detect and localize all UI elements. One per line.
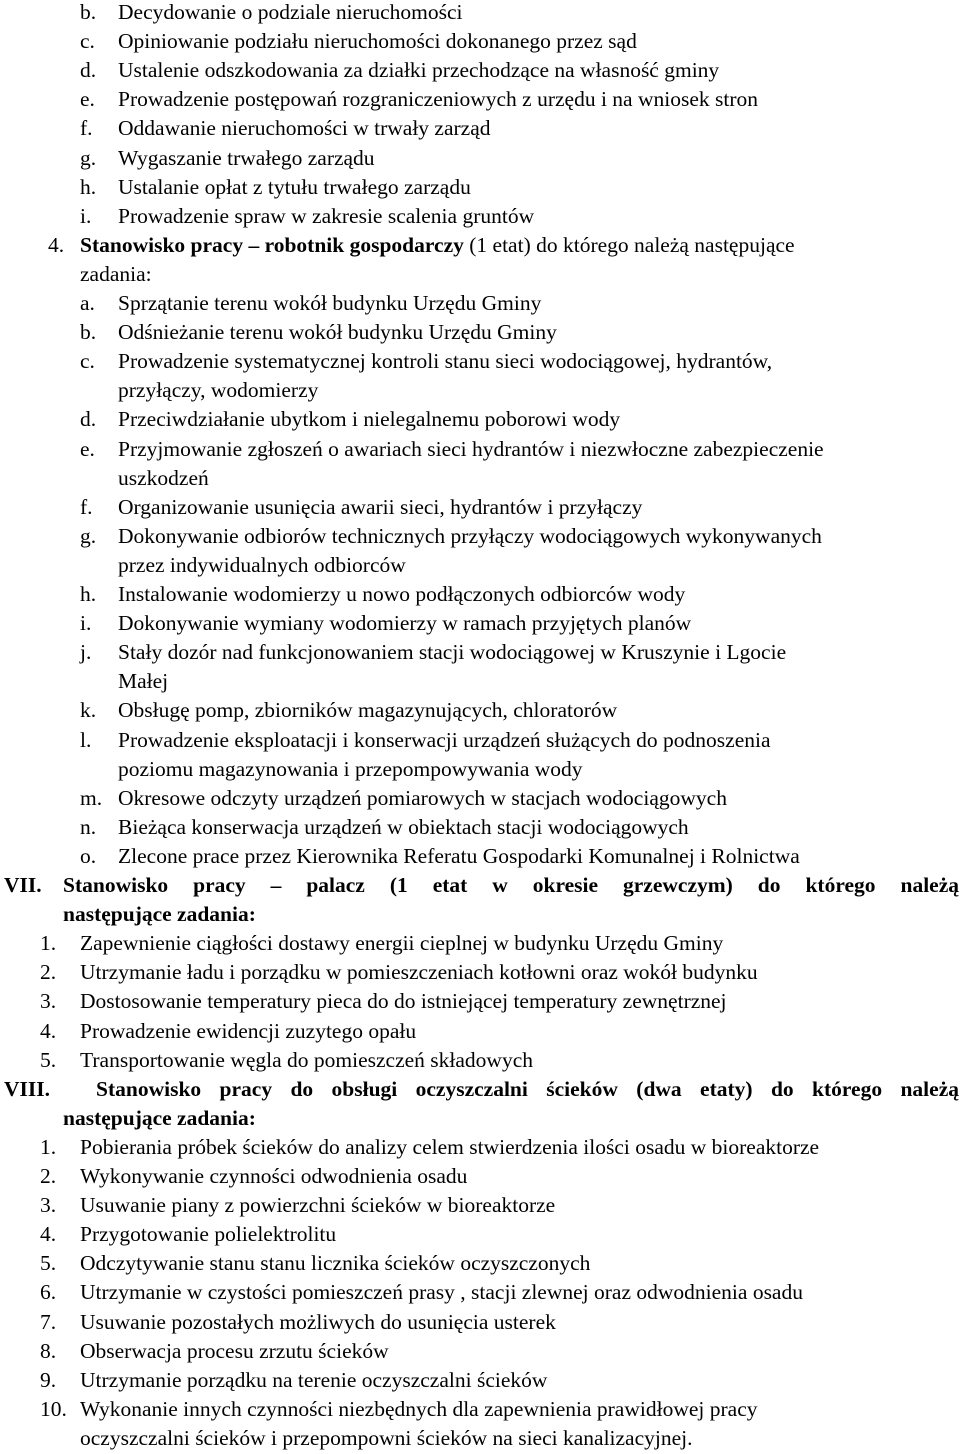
list-marker: e. [80,437,95,461]
list-item-text: Ustalenie odszkodowania za działki przechodzące na własność gminy [118,58,720,82]
position-4-heading [48,231,950,260]
list-marker: 4. [48,233,65,257]
list-marker: i. [80,204,92,228]
list-item-text: Organizowanie usunięcia awarii sieci, hydrantów i przyłączy [118,495,643,519]
list-marker: f. [80,116,93,140]
list-item [80,56,950,85]
list-item-continuation: przez indywidualnych odbiorców [118,553,406,577]
list-marker: g. [80,146,97,170]
list-item-text: Zlecone prace przez Kierownika Referatu Gospodarki Komunalnej i Rolnictwa [118,844,800,868]
list-item [80,202,950,231]
list-item-continuation: oczyszczalni ścieków i przepompowni ścieków na sieci kanalizacyjnej. [80,1426,693,1450]
list-item [80,114,950,143]
list-marker: h. [80,582,97,606]
list-item [40,1162,950,1191]
list-marker: c. [80,29,95,53]
list-item-continuation: uszkodzeń [118,466,209,490]
list-item-text: Transportowanie węgla do pomieszczeń składowych [80,1048,533,1072]
list-item [80,493,950,522]
list-marker: m. [80,786,103,810]
list-item [40,1133,950,1162]
list-item [80,173,950,202]
list-marker: 5. [40,1048,57,1072]
list-item-text: Prowadzenie eksploatacji i konserwacji urządzeń służących do podnoszenia [118,728,771,752]
list-item-text: Prowadzenie spraw w zakresie scalenia gruntów [118,204,535,228]
list-item [80,347,950,376]
list-marker: g. [80,524,97,548]
list-item-text: Przeciwdziałanie ubytkom i nielegalnemu poborowi wody [118,407,621,431]
list-item [80,696,950,725]
list-marker: 4. [40,1019,57,1043]
list-item [80,405,950,434]
list-item [40,1366,950,1395]
position-4-title-continuation: zadania: [80,262,152,286]
list-item-text: Prowadzenie postępowań rozgraniczeniowych z urzędu i na wniosek stron [118,87,759,111]
list-item-text: Prowadzenie ewidencji zuzytego opału [80,1019,417,1043]
list-item [80,85,950,114]
list-item-text: Przyjmowanie zgłoszeń o awariach sieci hydrantów i niezwłoczne zabezpieczenie [118,437,824,461]
list-item [80,289,950,318]
list-marker: 3. [40,989,57,1013]
list-marker: l. [80,728,92,752]
list-marker: b. [80,320,97,344]
list-item [40,1249,950,1278]
list-item [80,580,950,609]
list-item [40,1017,950,1046]
section-marker: VII. [4,873,42,897]
section-viii-title-continuation: następujące zadania: [63,1106,256,1130]
list-item-text: Instalowanie wodomierzy u nowo podłączonych odbiorców wody [118,582,686,606]
list-item [40,1308,950,1337]
list-item [80,784,950,813]
list-item-continuation: Małej [118,669,169,693]
list-item [40,929,950,958]
list-item [40,1191,950,1220]
list-marker: 2. [40,960,57,984]
list-item-text: Przygotowanie polielektrolitu [80,1222,337,1246]
list-item [80,842,950,871]
list-item [80,638,950,667]
list-marker: 6. [40,1280,57,1304]
list-item [40,1220,950,1249]
list-marker: k. [80,698,97,722]
list-item-continuation: przyłączy, wodomierzy [118,378,319,402]
list-item-text: Sprzątanie terenu wokół budynku Urzędu Gminy [118,291,542,315]
list-item-text: Prowadzenie systematycznej kontroli stanu sieci wodociągowej, hydrantów, [118,349,773,373]
list-item-text: Utrzymanie w czystości pomieszczeń prasy , stacji zlewnej oraz odwodnienia osadu [80,1280,803,1304]
list-marker: 10. [40,1397,67,1421]
list-item [80,813,950,842]
list-item [40,1337,950,1366]
list-marker: 4. [40,1222,57,1246]
list-item-text: Pobierania próbek ścieków do analizy celem stwierdzenia ilości osadu w bioreaktorze [80,1135,820,1159]
list-item [40,1395,950,1424]
list-item-text: Odśnieżanie terenu wokół budynku Urzędu Gminy [118,320,557,344]
list-marker: o. [80,844,97,868]
list-item-continuation: poziomu magazynowania i przepompowywania wody [118,757,583,781]
list-item [80,27,950,56]
position-4-title-bold: Stanowisko pracy – robotnik gospodarczy [80,233,464,257]
list-marker: 3. [40,1193,57,1217]
list-marker: 7. [40,1310,57,1334]
list-item-text: Ustalanie opłat z tytułu trwałego zarządu [118,175,471,199]
list-marker: 5. [40,1251,57,1275]
list-item-text: Decydowanie o podziale nieruchomości [118,0,463,24]
list-item-text: Opiniowanie podziału nieruchomości dokonanego przez sąd [118,29,637,53]
list-item-text: Usuwanie piany z powierzchni ścieków w bioreaktorze [80,1193,556,1217]
list-marker: e. [80,87,95,111]
list-item-text: Wykonanie innych czynności niezbędnych dla zapewnienia prawidłowej pracy [80,1397,758,1421]
list-item [40,1278,950,1307]
list-marker: a. [80,291,95,315]
list-item-text: Usuwanie pozostałych możliwych do usunięcia usterek [80,1310,556,1334]
section-viii-heading [4,1075,959,1104]
section-vii-title: Stanowisko pracy – palacz (1 etat w okresie grzewczym) do którego należą [63,873,959,897]
list-marker: d. [80,58,97,82]
list-item [40,987,950,1016]
list-item [80,522,950,551]
list-item-text: Zapewnienie ciągłości dostawy energii cieplnej w budynku Urzędu Gminy [80,931,724,955]
position-4-title-rest: (1 etat) do którego należą następujące [463,233,795,257]
list-item [80,0,950,27]
list-marker: 9. [40,1368,57,1392]
list-marker: j. [80,640,92,664]
list-marker: d. [80,407,97,431]
section-viii-title: Stanowisko pracy do obsługi oczyszczalni ścieków (dwa etaty) do którego należą [96,1077,959,1101]
list-marker: 8. [40,1339,57,1363]
list-item-text: Oddawanie nieruchomości w trwały zarząd [118,116,491,140]
list-item-text: Wykonywanie czynności odwodnienia osadu [80,1164,468,1188]
list-item [80,144,950,173]
list-item-text: Obserwacja procesu zrzutu ścieków [80,1339,389,1363]
list-item-text: Obsługę pomp, zbiorników magazynujących, chloratorów [118,698,618,722]
list-marker: 2. [40,1164,57,1188]
list-marker: i. [80,611,92,635]
list-marker: f. [80,495,93,519]
section-vii-title-continuation: następujące zadania: [63,902,256,926]
list-item-text: Dokonywanie odbiorów technicznych przyłączy wodociągowych wykonywanych [118,524,822,548]
list-item-text: Utrzymanie porządku na terenie oczyszczalni ścieków [80,1368,548,1392]
list-marker: 1. [40,1135,57,1159]
list-item [80,726,950,755]
list-item-text: Utrzymanie ładu i porządku w pomieszczeniach kotłowni oraz wokół budynku [80,960,758,984]
list-item-text: Dokonywanie wymiany wodomierzy w ramach przyjętych planów [118,611,692,635]
list-item-text: Okresowe odczyty urządzeń pomiarowych w stacjach wodociągowych [118,786,727,810]
list-item-text: Odczytywanie stanu stanu licznika ścieków oczyszczonych [80,1251,591,1275]
list-item [80,609,950,638]
list-marker: c. [80,349,95,373]
list-item-text: Bieżąca konserwacja urządzeń w obiektach stacji wodociągowych [118,815,689,839]
list-marker: n. [80,815,97,839]
list-item [40,958,950,987]
list-marker: 1. [40,931,57,955]
list-marker: h. [80,175,97,199]
list-item-text: Stały dozór nad funkcjonowaniem stacji wodociągowej w Kruszynie i Lgocie [118,640,787,664]
position-4-title [80,231,950,260]
list-item [40,1046,950,1075]
list-item-text: Wygaszanie trwałego zarządu [118,146,375,170]
list-item [80,318,950,347]
list-marker: b. [80,0,97,24]
list-item-text: Dostosowanie temperatury pieca do do istniejącej temperatury zewnętrznej [80,989,727,1013]
list-item [80,435,950,464]
section-vii-heading [4,871,959,900]
section-marker: VIII. [4,1077,51,1101]
